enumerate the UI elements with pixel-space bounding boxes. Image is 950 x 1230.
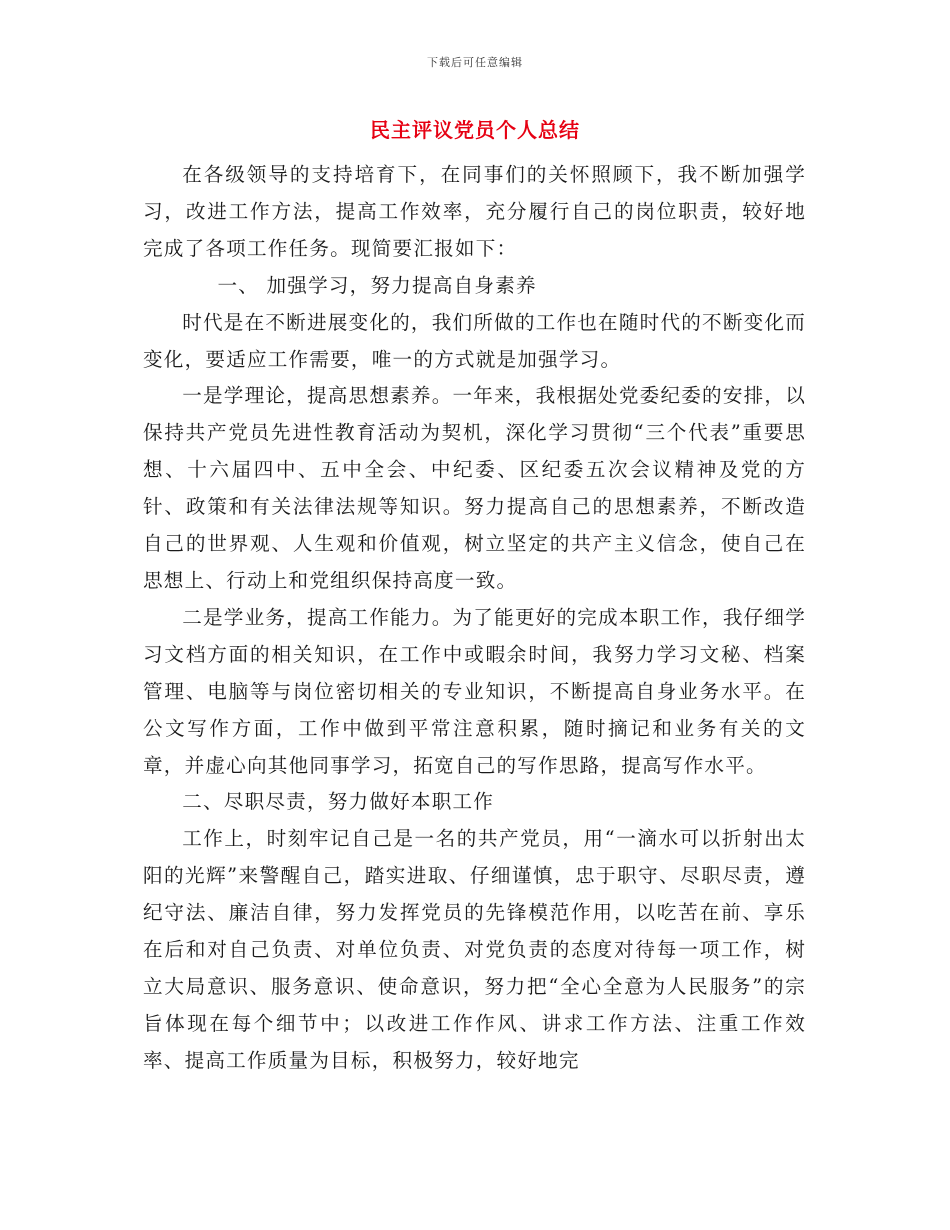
document-body (143, 157, 806, 1080)
section-heading-2: 二、尽职尽责，努力做好本职工作 (182, 790, 495, 814)
paragraph: 时代是在不断进展变化的，我们所做的工作也在随时代的不断变化而变化，要适应工作需要，唯一的方式就是加强学习。 (143, 310, 806, 371)
paragraph: 二是学业务，提高工作能力。为了能更好的完成本职工作，我仔细学习文档方面的相关知识，在工作中或暇余时间，我努力学习文秘、档案管理、电脑等与岗位密切相关的专业知识，不断提高自身业务水平。在公文写作方面，工作中做到平常注意积累，随时摘记和业务有关的文章，并虚心向其他同事学习，拓宽自己的写作思路，提高写作水平。 (143, 605, 806, 777)
document-title: 民主评议党员个人总结 (370, 118, 580, 142)
paragraph: 工作上，时刻牢记自己是一名的共产党员，用“一滴水可以折射出太阳的光辉”来警醒自己，踏实进取、仔细谨慎，忠于职守、尽职尽责，遵纪守法、廉洁自律，努力发挥党员的先锋模范作用，以吃苦在前、享乐在后和对自己负责、对单位负责、对党负责的态度对待每一项工作，树立大局意识、服务意识、使命意识，努力把“全心全意为人民服务”的宗旨体现在每个细节中；以改进工作作风、讲求工作方法、注重工作效率、提高工作质量为目标，积极努力，较好地完 (143, 827, 806, 1072)
paragraph: 一是学理论，提高思想素养。一年来，我根据处党委纪委的安排，以保持共产党员先进性教育活动为契机，深化学习贯彻“三个代表”重要思想、十六届四中、五中全会、中纪委、区纪委五次会议精神及党的方针、政策和有关法律法规等知识。努力提高自己的思想素养，不断改造自己的世界观、人生观和价值观，树立坚定的共产主义信念，使自己在思想上、行动上和党组织保持高度一致。 (143, 384, 806, 592)
page-header: 下载后可任意编辑 (427, 56, 523, 69)
paragraph-intro: 在各级领导的支持培育下，在同事们的关怀照顾下，我不断加强学习，改进工作方法，提高工作效率，充分履行自己的岗位职责，较好地完成了各项工作任务。现简要汇报如下： (143, 163, 806, 260)
section-heading-1: 一、 加强学习，努力提高自身素养 (217, 273, 537, 297)
